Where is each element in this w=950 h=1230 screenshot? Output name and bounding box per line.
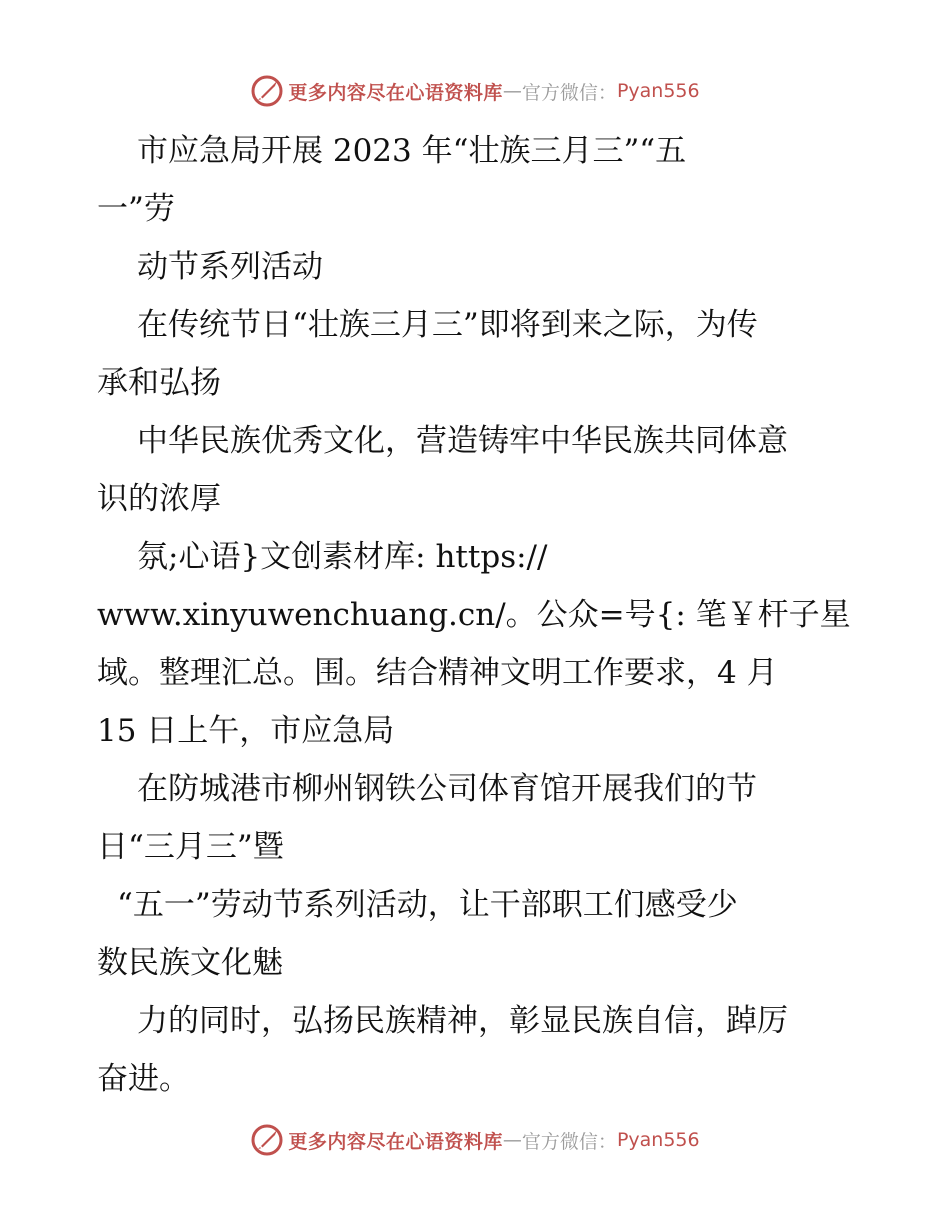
- doc-line: 奋进。: [97, 1061, 190, 1097]
- footer-banner: [0, 1120, 950, 1160]
- banner-wechat-label: 官方微信：: [521, 1130, 617, 1153]
- banner-text: 更多内容尽在心语资料库: [288, 81, 503, 104]
- doc-line: 识的浓厚: [97, 481, 221, 517]
- feather-pen-icon: [250, 74, 284, 108]
- doc-line: 域。整理汇总。围。结合精神文明工作要求，4 月: [97, 655, 778, 691]
- banner-text: 更多内容尽在心语资料库: [288, 1130, 503, 1153]
- doc-line: 动节系列活动: [137, 249, 323, 285]
- banner-wechat-label: 官方微信：: [521, 81, 617, 104]
- doc-line: 中华民族优秀文化，营造铸牢中华民族共同体意: [137, 423, 788, 459]
- banner-separator: —: [502, 1129, 522, 1151]
- doc-line: www.xinyuwenchuang.cn/。公众=号{: 笔￥杆子星: [97, 597, 851, 633]
- header-banner: [0, 71, 950, 111]
- doc-line: 承和弘扬: [97, 365, 221, 401]
- doc-line: 市应急局开展 2023 年“壮族三月三”“五: [137, 133, 687, 169]
- doc-line: 日“三月三”暨: [97, 829, 284, 865]
- doc-line: 数民族文化魅: [97, 945, 283, 981]
- doc-line: 在传统节日“壮族三月三”即将到来之际，为传: [137, 307, 758, 343]
- doc-line: 一”劳: [97, 191, 175, 227]
- feather-pen-icon: [250, 1123, 284, 1157]
- document-body: [97, 122, 857, 1108]
- banner-wechat-id: Pyan556: [616, 80, 700, 102]
- doc-line: 在防城港市柳州钢铁公司体育馆开展我们的节: [137, 771, 757, 807]
- doc-line: 15 日上午，市应急局: [97, 713, 395, 749]
- doc-line: 氛;心语}文创素材库: https://: [137, 539, 548, 575]
- banner-wechat-id: Pyan556: [616, 1129, 700, 1151]
- doc-line: 力的同时，弘扬民族精神，彰显民族自信，踔厉: [137, 1003, 788, 1039]
- doc-line: “五一”劳动节系列活动，让干部职工们感受少: [117, 887, 738, 923]
- banner-separator: —: [502, 80, 522, 102]
